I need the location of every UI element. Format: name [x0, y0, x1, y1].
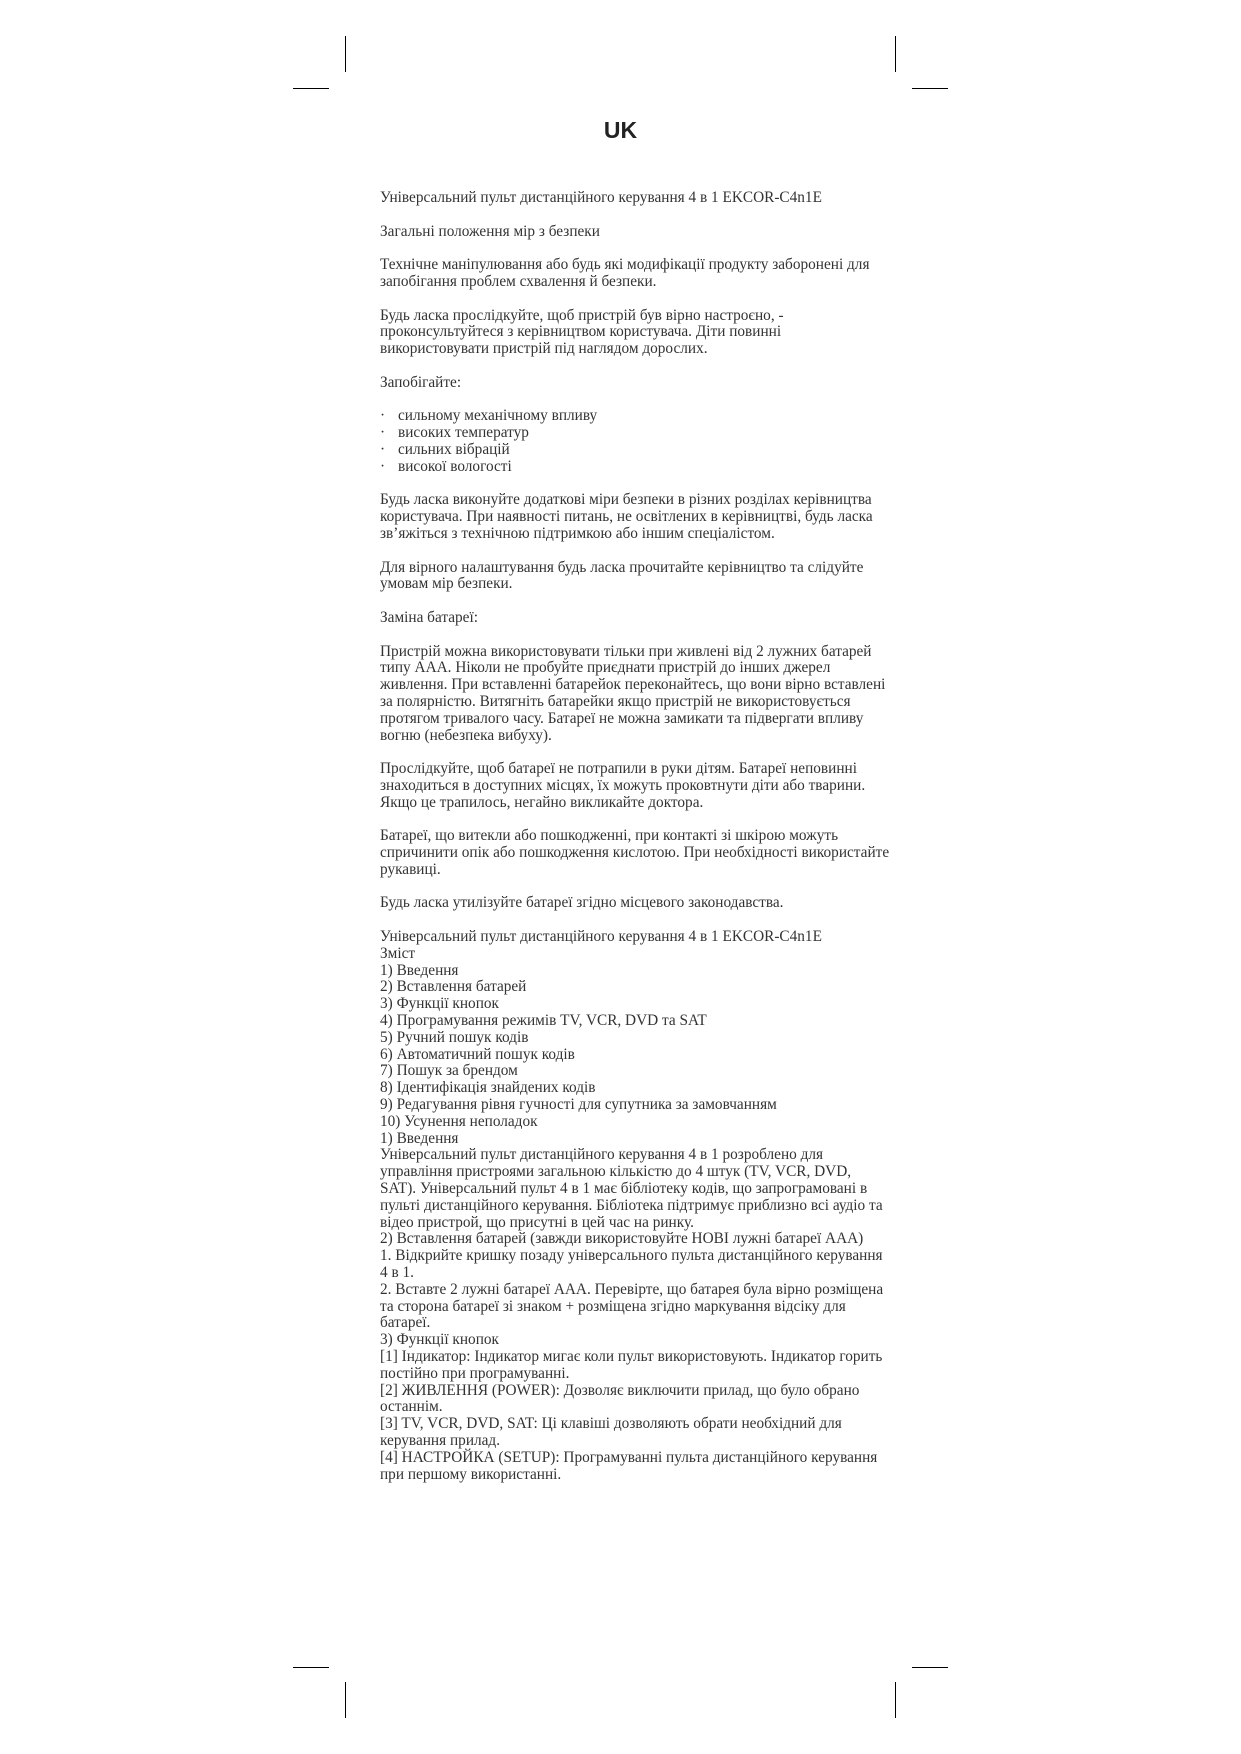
crop-mark-top-right-horizontal: [912, 88, 948, 89]
button-description: [4] НАСТРОЙКА (SETUP): Програмуванні пульта дистанційного керування при першому використанні.: [380, 1448, 878, 1483]
battery-paragraph-power: Пристрій можна використовувати тільки при живлені від 2 лужних батарей типу ААА. Ніколи не пробуйте приєднати пристрій до інших джерел живлення. При вставленні батарейок переконайтесь, що вони вірно вставлені за полярністю. Витягніть батарейки якщо пристрій не використовується протягом тривалого часу. Батареї не можна замикати та підвергати впливу вогню (небезпека вибуху).: [380, 642, 886, 744]
safety-paragraph-read-manual: Для вірного налаштування будь ласка прочитайте керівництво та слідуйте умовам мір безпеки.: [380, 558, 864, 593]
battery-paragraph-disposal: Будь ласка утилізуйте батареї згідно місцевого законодавства.: [380, 894, 784, 912]
contents-item: 7) Пошук за брендом: [380, 1062, 518, 1080]
contents-heading: Зміст: [380, 944, 416, 962]
product-title: Універсальний пульт дистанційного керування 4 в 1 EKCOR-C4n1E: [380, 189, 822, 206]
avoid-list-item: · сильних вібрацій: [380, 442, 890, 459]
battery-paragraph-children: Прослідкуйте, щоб батареї не потрапили в руки дітям. Батареї неповинні знаходиться в доступних місцях, їх можуть проковтнути діти або тварини. Якщо це трапилось, негайно викликайте доктора.: [380, 760, 866, 811]
avoid-heading: Запобігайте:: [380, 373, 462, 391]
manual-title: Універсальний пульт дистанційного керування 4 в 1 EKCOR-C4n1E: [380, 928, 822, 946]
avoid-list-item: · високих температур: [380, 425, 890, 442]
safety-heading: Загальні положення мір з безпеки: [380, 222, 600, 240]
crop-mark-bottom-right-vertical: [895, 1682, 896, 1718]
crop-mark-bottom-left-horizontal: [293, 1667, 329, 1668]
contents-item: 9) Редагування рівня гучності для супутника за замовчанням: [380, 1096, 777, 1114]
contents-item: 3) Функції кнопок: [380, 995, 499, 1013]
language-heading: UK: [603, 117, 638, 143]
crop-mark-top-left-vertical: [345, 36, 346, 72]
button-description: [3] TV, VCR, DVD, SAT: Ці клавіші дозволяють обрати необхідний для керування прилад.: [380, 1415, 842, 1449]
intro-heading: 1) Введення: [380, 1129, 459, 1147]
crop-mark-bottom-right-horizontal: [912, 1667, 948, 1668]
button-description: [2] ЖИВЛЕННЯ (POWER): Дозволяє виключити прилад, що було обрано останнім.: [380, 1381, 860, 1416]
batteries-heading: 2) Вставлення батарей (завжди використовуйте НОВІ лужні батареї ААА): [380, 1230, 864, 1248]
contents-item: 2) Вставлення батарей: [380, 978, 527, 996]
avoid-list-item: · високої вологості: [380, 459, 890, 476]
contents-item: 4) Програмування режимів TV, VCR, DVD та SAT: [380, 1012, 707, 1030]
buttons-heading: 3) Функції кнопок: [380, 1331, 499, 1349]
contents-item: 6) Автоматичний пошук кодів: [380, 1045, 575, 1063]
avoid-list-item: · сильному механічному впливу: [380, 408, 890, 425]
safety-paragraph-setup: Будь ласка прослідкуйте, щоб пристрій був вірно настроєно, - проконсультуйтеся з керівництвом користувача. Діти повинні використовувати пристрій під наглядом дорослих.: [380, 306, 784, 358]
crop-mark-top-left-horizontal: [293, 88, 329, 89]
batteries-step: 1. Відкрийте кришку позаду універсального пульта дистанційного керування 4 в 1.: [380, 1247, 883, 1281]
safety-paragraph-additional: Будь ласка виконуйте додаткові міри безпеки в різних розділах керівництва користувача. При наявності питань, не освітлених в керівництві, будь ласка зв’яжіться з технічною підтримкою або іншим спеціалістом.: [380, 491, 873, 542]
battery-heading: Заміна батареї:: [380, 608, 478, 626]
intro-text: Універсальний пульт дистанційного керування 4 в 1 розроблено для управління пристроями загальною кількістю до 4 штук (TV, VCR, DVD, SAT). Універсальний пульт 4 в 1 має бібліотеку кодів, що запрограмовані в пульті дистанційного керування. Бібліотека підтримує приблизно всі аудіо та відео пристрой, що присутні в цей час на ринку.: [380, 1146, 883, 1231]
document-body: [380, 190, 890, 1483]
contents-item: 10) Усунення неполадок: [380, 1112, 538, 1130]
crop-mark-top-right-vertical: [895, 36, 896, 72]
safety-paragraph-modifications: Технічне маніпулювання або будь які модифікації продукту заборонені для запобігання проблем схвалення й безпеки.: [380, 256, 870, 290]
contents-item: 8) Ідентифікація знайдених кодів: [380, 1079, 596, 1097]
contents-item: 5) Ручний пошук кодів: [380, 1028, 529, 1046]
crop-mark-bottom-left-vertical: [345, 1682, 346, 1718]
batteries-step: 2. Вставте 2 лужні батареї ААА. Перевірте, що батарея була вірно розміщена та сторона батареї зі знаком + розміщена згідно маркування відсіку для батареї.: [380, 1280, 884, 1332]
contents-item: 1) Введення: [380, 961, 459, 979]
avoid-list: [380, 408, 890, 475]
battery-paragraph-leakage: Батареї, що витекли або пошкодженні, при контакті зі шкірою можуть спричинити опік або пошкодження кислотою. При необхідності використайте рукавиці.: [380, 827, 890, 878]
button-description: [1] Індикатор: Індикатор мигає коли пульт використовують. Індикатор горить постійно при програмуванні.: [380, 1347, 883, 1382]
